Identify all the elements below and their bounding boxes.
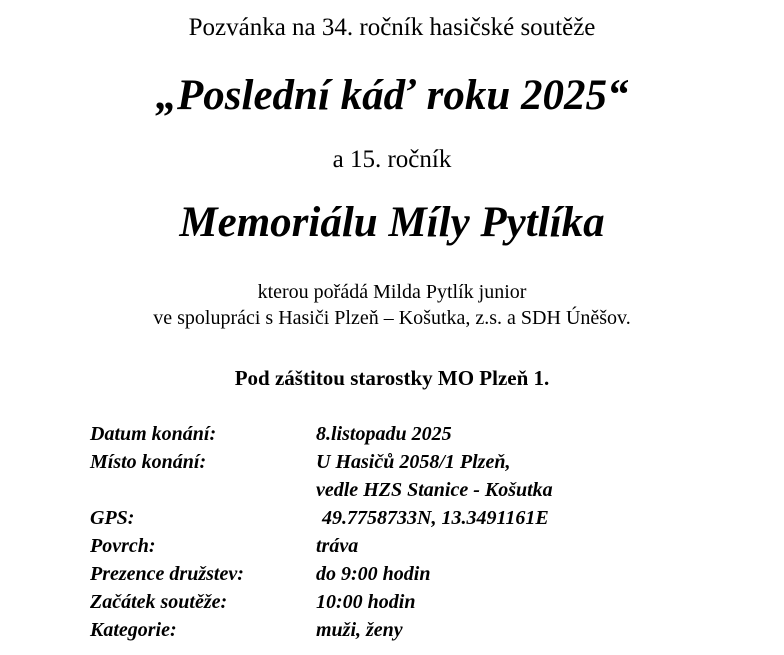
category-label: Kategorie: xyxy=(90,619,177,641)
gps-label: GPS: xyxy=(90,507,135,529)
invitation-intro: Pozvánka na 34. ročník hasičské soutěže xyxy=(188,14,596,41)
place-value-line2: vedle HZS Stanice - Košutka xyxy=(316,479,553,501)
memorial-title: Memoriálu Míly Pytlíka xyxy=(179,199,605,246)
details-row-gps xyxy=(90,504,730,532)
details-row-date xyxy=(90,420,730,448)
surface-label: Povrch: xyxy=(90,535,156,557)
date-value: 8.listopadu 2025 xyxy=(316,423,452,445)
patronage-line: Pod záštitou starostky MO Plzeň 1. xyxy=(234,366,550,390)
organizer-line: kterou pořádá Milda Pytlík junior xyxy=(257,281,527,303)
place-label: Místo konání: xyxy=(90,451,207,473)
gps-value: 49.7758733N, 13.3491161E xyxy=(322,507,549,529)
details-row-surface xyxy=(90,532,730,560)
details-row-place-continued xyxy=(90,476,730,504)
start-label: Začátek soutěže: xyxy=(90,591,228,613)
competition-title: „Poslední káď roku 2025“ xyxy=(155,72,629,119)
start-value: 10:00 hodin xyxy=(316,591,416,613)
surface-value: tráva xyxy=(316,535,359,557)
cooperation-line: ve spolupráci s Hasiči Plzeň – Košutka, z.s. a SDH Úněšov. xyxy=(153,307,631,329)
category-value: muži, ženy xyxy=(316,619,403,641)
date-label: Datum konání: xyxy=(90,423,217,445)
details-table xyxy=(90,420,730,644)
presence-value: do 9:00 hodin xyxy=(316,563,431,585)
place-value: U Hasičů 2058/1 Plzeň, xyxy=(316,451,511,473)
edition-subtitle: a 15. ročník xyxy=(332,146,452,173)
presence-label: Prezence družstev: xyxy=(90,563,244,585)
details-row-place xyxy=(90,448,730,476)
details-row-start xyxy=(90,588,730,616)
details-row-category xyxy=(90,616,730,644)
details-row-presence xyxy=(90,560,730,588)
